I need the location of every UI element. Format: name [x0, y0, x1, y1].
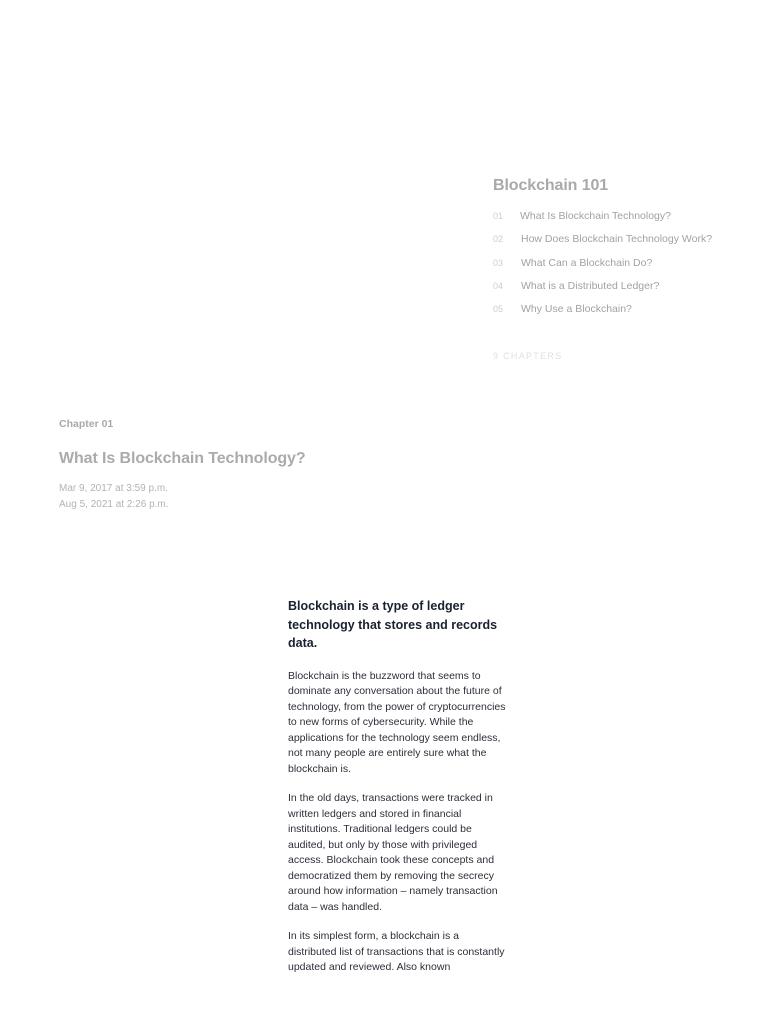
chapter-link[interactable]: How Does Blockchain Technology Work?: [521, 233, 713, 246]
chapter-link[interactable]: Why Use a Blockchain?: [521, 303, 632, 316]
toc-item-chapter-04[interactable]: [493, 280, 755, 303]
article-paragraph: In its simplest form, a blockchain is a distributed list of transactions that is constantly updated and reviewed. Also known: [288, 930, 505, 973]
page-title: What Is Blockchain Technology?: [59, 450, 306, 467]
toc-item-chapter-01[interactable]: [493, 210, 755, 233]
chapter-number: 03: [493, 257, 504, 268]
toc-item-chapter-02[interactable]: [493, 233, 755, 256]
chapter-link[interactable]: What is a Distributed Ledger?: [521, 279, 660, 292]
article-lead: Blockchain is a type of ledger technology that stores and records data.: [288, 599, 498, 650]
chapter-tag: Chapter 01: [59, 418, 114, 430]
chapter-list: [493, 210, 755, 326]
toc-item-chapter-03[interactable]: [493, 257, 755, 280]
article-paragraph: Blockchain is the buzzword that seems to dominate any conversation about the future of technology, from the power of cryptocurrencies to new forms of cybersecurity. While the applications for the technology seem endless, not many people are entirely sure what the blockchain is.: [288, 669, 506, 775]
chapter-number: 01: [493, 211, 504, 221]
chapter-count: 9 CHAPTERS: [493, 351, 563, 362]
course-toc: [493, 176, 755, 361]
course-title: Blockchain 101: [493, 177, 609, 194]
chapter-number: 04: [493, 280, 504, 291]
article-paragraph: In the old days, transactions were tracked in written ledgers and stored in financial institutions. Traditional ledgers could be audited, but only by those with privileged access. Blockchain took these concepts and democratized them by removing the secrecy around how information – namely transaction data – was handled.: [288, 792, 498, 913]
chapter-number: 05: [493, 304, 504, 315]
chapter-link[interactable]: What Is Blockchain Technology?: [520, 210, 671, 222]
article-body: [288, 597, 506, 990]
chapter-header: [59, 417, 479, 512]
updated-date: Aug 5, 2021 at 2:26 p.m.: [59, 498, 169, 510]
published-date: Mar 9, 2017 at 3:59 p.m.: [59, 483, 168, 494]
chapter-link[interactable]: What Can a Blockchain Do?: [521, 256, 653, 269]
toc-item-chapter-05[interactable]: [493, 303, 755, 326]
chapter-number: 02: [493, 234, 504, 245]
